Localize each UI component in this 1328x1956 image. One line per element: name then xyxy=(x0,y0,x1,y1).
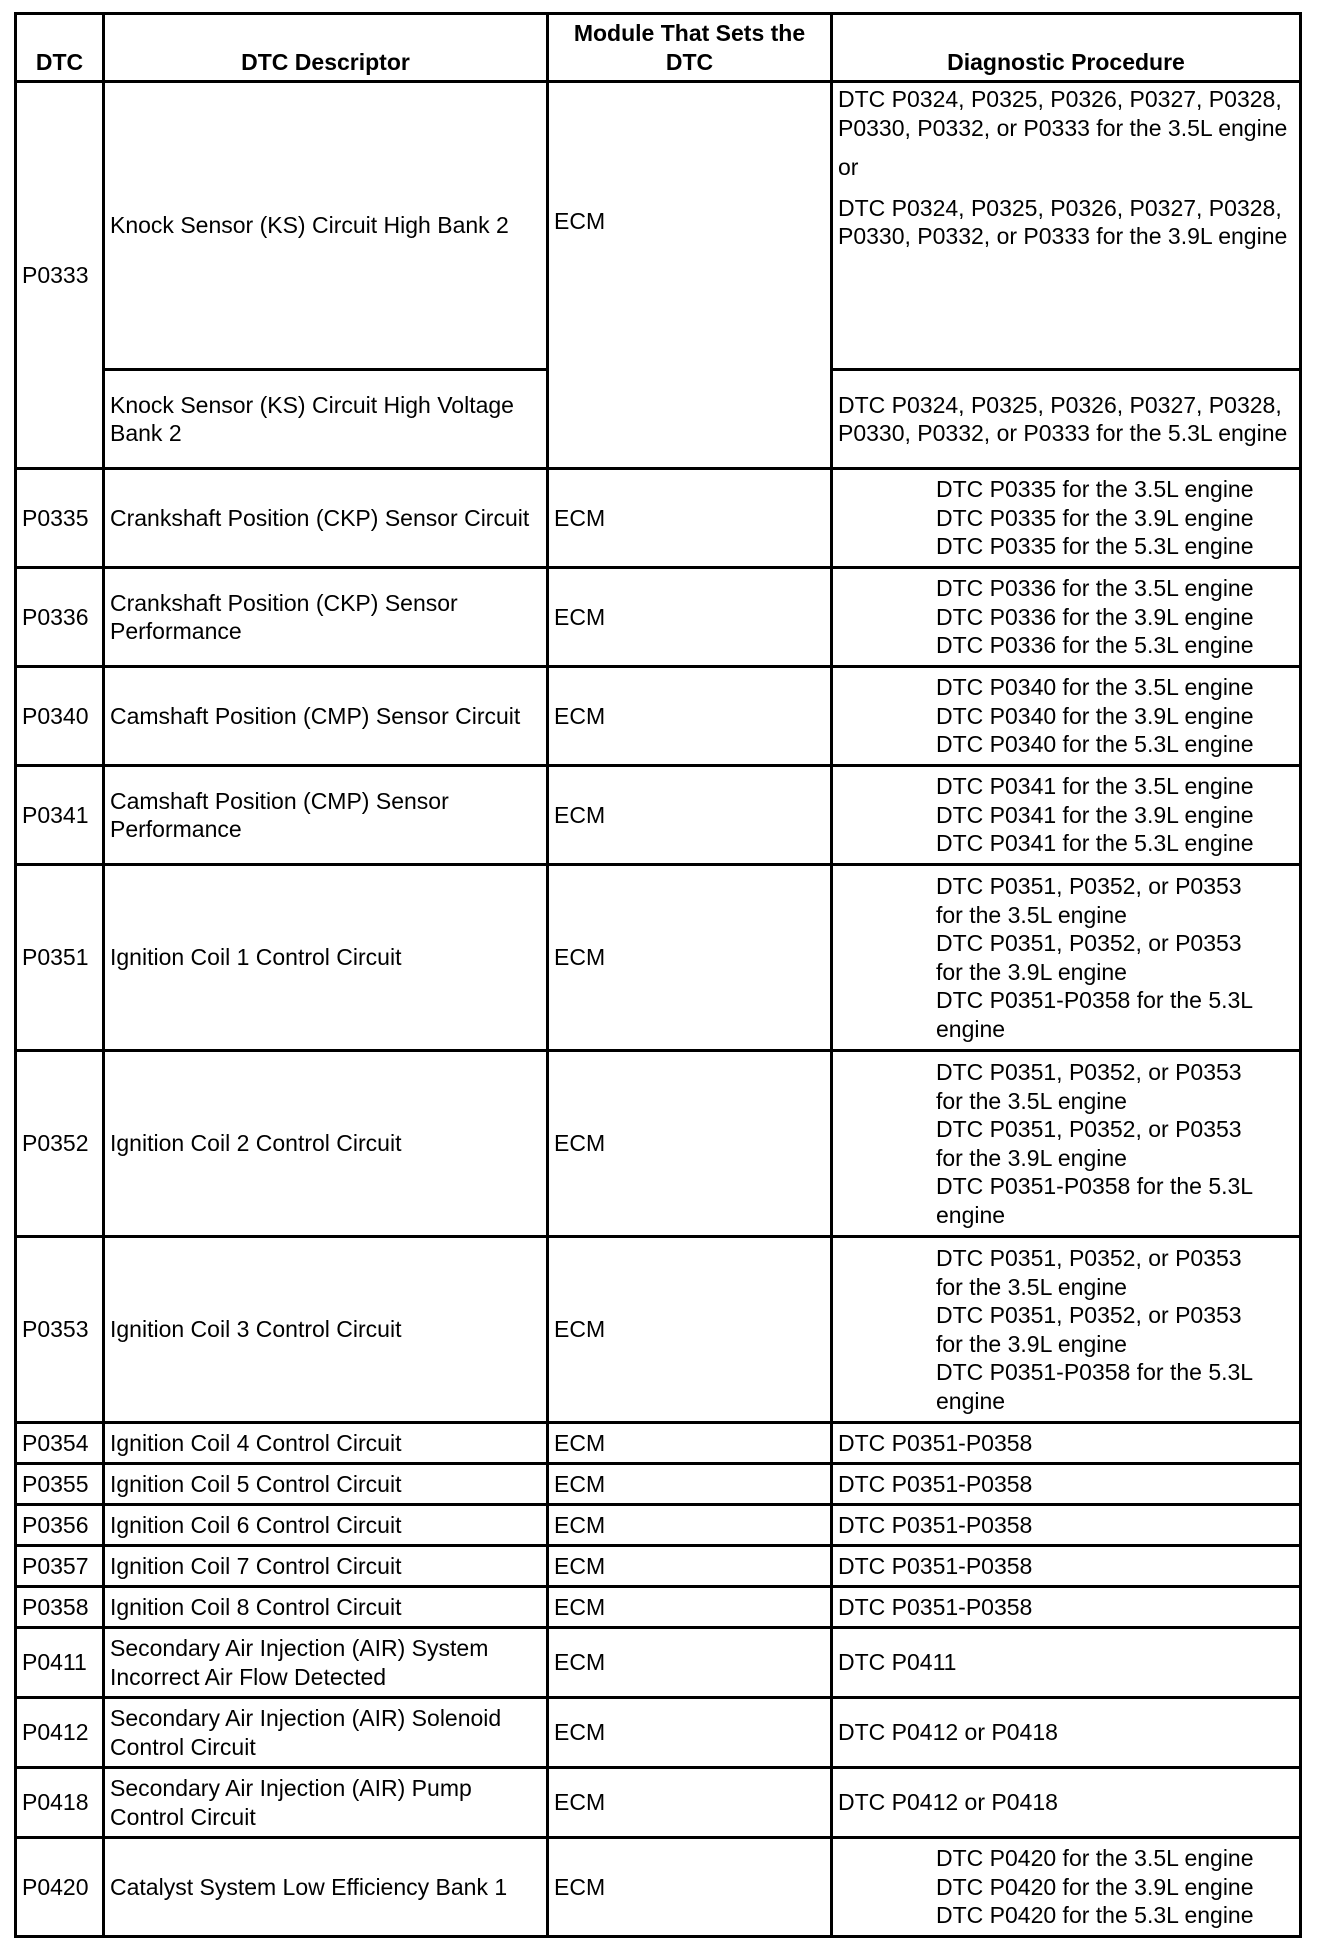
header-procedure: Diagnostic Procedure xyxy=(832,14,1301,82)
table-row xyxy=(16,1051,1301,1237)
procedure-line: DTC P0341 for the 3.9L engine xyxy=(936,801,1254,828)
table-row xyxy=(16,82,1301,370)
diagnostic-procedure: DTC P0412 or P0418 xyxy=(832,1768,1301,1838)
header-descriptor: DTC Descriptor xyxy=(104,14,548,82)
module-name: ECM xyxy=(548,1587,832,1628)
diagnostic-procedure: DTC P0351-P0358 xyxy=(832,1587,1301,1628)
dtc-code: P0420 xyxy=(16,1838,104,1937)
dtc-table xyxy=(14,12,1302,1938)
diagnostic-procedure: DTC P0412 or P0418 xyxy=(832,1698,1301,1768)
procedure-line: DTC P0351-P0358 for the 5.3L xyxy=(936,1173,1254,1199)
table-row xyxy=(16,1237,1301,1423)
module-name: ECM xyxy=(548,1628,832,1698)
module-name: ECM xyxy=(548,865,832,1051)
module-name: ECM xyxy=(548,568,832,667)
module-name: ECM xyxy=(548,1546,832,1587)
diagnostic-procedure: DTC P0411 xyxy=(832,1628,1301,1698)
table-row xyxy=(16,1423,1301,1464)
diagnostic-procedure xyxy=(832,82,1301,370)
table-row xyxy=(16,1464,1301,1505)
table-row xyxy=(16,469,1301,568)
diagnostic-procedure xyxy=(832,766,1301,865)
table-row xyxy=(16,568,1301,667)
procedure-line: DTC P0336 for the 3.9L engine xyxy=(936,603,1254,630)
dtc-descriptor: Knock Sensor (KS) Circuit High Bank 2 xyxy=(104,82,548,370)
dtc-descriptor: Crankshaft Position (CKP) Sensor Performance xyxy=(104,568,548,667)
procedure-lines xyxy=(838,872,1294,1043)
module-name: ECM xyxy=(548,1237,832,1423)
table-row xyxy=(16,865,1301,1051)
procedure-line: DTC P0335 for the 5.3L engine xyxy=(936,533,1254,560)
dtc-code: P0354 xyxy=(16,1423,104,1464)
dtc-code: P0418 xyxy=(16,1768,104,1838)
header-row xyxy=(16,14,1301,82)
procedure-line: for the 3.5L engine xyxy=(936,1087,1127,1114)
table-row xyxy=(16,766,1301,865)
procedure-line: DTC P0351, P0352, or P0353 xyxy=(936,1245,1242,1271)
dtc-code: P0412 xyxy=(16,1698,104,1768)
dtc-descriptor: Secondary Air Injection (AIR) Solenoid Control Circuit xyxy=(104,1698,548,1768)
dtc-descriptor: Secondary Air Injection (AIR) System Incorrect Air Flow Detected xyxy=(104,1628,548,1698)
dtc-code: P0341 xyxy=(16,766,104,865)
module-name: ECM xyxy=(548,82,832,469)
procedure-line: for the 3.5L engine xyxy=(936,901,1127,928)
diagnostic-procedure: DTC P0351-P0358 xyxy=(832,1423,1301,1464)
module-name: ECM xyxy=(548,1051,832,1237)
procedure-lines xyxy=(838,574,1294,660)
procedure-text: or xyxy=(838,154,859,180)
procedure-line: DTC P0351, P0352, or P0353 xyxy=(936,1116,1242,1142)
procedure-line: DTC P0351, P0352, or P0353 xyxy=(936,1302,1242,1328)
module-name: ECM xyxy=(548,469,832,568)
dtc-descriptor: Camshaft Position (CMP) Sensor Performance xyxy=(104,766,548,865)
table-row xyxy=(16,1505,1301,1546)
dtc-code: P0351 xyxy=(16,865,104,1051)
table-row xyxy=(16,1546,1301,1587)
procedure-line: DTC P0335 for the 3.5L engine xyxy=(936,476,1254,503)
dtc-code: P0353 xyxy=(16,1237,104,1423)
diagnostic-procedure xyxy=(832,865,1301,1051)
dtc-code: P0411 xyxy=(16,1628,104,1698)
procedure-line: for the 3.9L engine xyxy=(936,1330,1127,1357)
dtc-descriptor: Knock Sensor (KS) Circuit High Voltage Bank 2 xyxy=(104,370,548,469)
dtc-descriptor: Ignition Coil 5 Control Circuit xyxy=(104,1464,548,1505)
dtc-code: P0335 xyxy=(16,469,104,568)
module-name: ECM xyxy=(548,1505,832,1546)
procedure-line: for the 3.9L engine xyxy=(936,958,1127,985)
dtc-code: P0358 xyxy=(16,1587,104,1628)
module-name: ECM xyxy=(548,1838,832,1937)
module-name: ECM xyxy=(548,667,832,766)
module-name: ECM xyxy=(548,766,832,865)
procedure-line: DTC P0351, P0352, or P0353 xyxy=(936,1059,1242,1085)
procedure-lines xyxy=(838,1844,1294,1930)
dtc-descriptor: Ignition Coil 4 Control Circuit xyxy=(104,1423,548,1464)
dtc-descriptor: Ignition Coil 2 Control Circuit xyxy=(104,1051,548,1237)
procedure-text: DTC P0324, P0325, P0326, P0327, P0328, P0330, P0332, or P0333 for the 3.5L engine xyxy=(838,86,1288,141)
dtc-code: P0336 xyxy=(16,568,104,667)
procedure-line: engine xyxy=(936,1387,1006,1414)
procedure-lines xyxy=(838,1244,1294,1415)
procedure-line: DTC P0340 for the 3.9L engine xyxy=(936,702,1254,729)
procedure-text: DTC P0324, P0325, P0326, P0327, P0328, P0330, P0332, or P0333 for the 3.9L engine xyxy=(838,194,1288,249)
diagnostic-procedure xyxy=(832,1237,1301,1423)
module-name: ECM xyxy=(548,1698,832,1768)
table-row xyxy=(16,1838,1301,1937)
dtc-descriptor: Ignition Coil 8 Control Circuit xyxy=(104,1587,548,1628)
table-row xyxy=(16,1698,1301,1768)
dtc-code: P0357 xyxy=(16,1546,104,1587)
diagnostic-procedure xyxy=(832,1051,1301,1237)
dtc-descriptor: Crankshaft Position (CKP) Sensor Circuit xyxy=(104,469,548,568)
procedure-line: engine xyxy=(936,1201,1006,1228)
procedure-line: DTC P0420 for the 3.5L engine xyxy=(936,1845,1254,1872)
diagnostic-procedure xyxy=(832,469,1301,568)
dtc-descriptor: Catalyst System Low Efficiency Bank 1 xyxy=(104,1838,548,1937)
procedure-line: for the 3.5L engine xyxy=(936,1273,1127,1300)
procedure-line: DTC P0336 for the 3.5L engine xyxy=(936,575,1254,602)
procedure-line: DTC P0335 for the 3.9L engine xyxy=(936,504,1254,531)
dtc-descriptor: Ignition Coil 6 Control Circuit xyxy=(104,1505,548,1546)
dtc-descriptor: Ignition Coil 7 Control Circuit xyxy=(104,1546,548,1587)
table-row xyxy=(16,667,1301,766)
dtc-code: P0333 xyxy=(16,82,104,469)
dtc-code: P0356 xyxy=(16,1505,104,1546)
procedure-line: DTC P0340 for the 3.5L engine xyxy=(936,674,1254,701)
header-module: Module That Sets the DTC xyxy=(548,14,832,82)
procedure-line: DTC P0351-P0358 for the 5.3L xyxy=(936,1359,1254,1385)
module-name: ECM xyxy=(548,1768,832,1838)
dtc-code: P0340 xyxy=(16,667,104,766)
diagnostic-procedure: DTC P0351-P0358 xyxy=(832,1464,1301,1505)
procedure-line: DTC P0351, P0352, or P0353 xyxy=(936,930,1242,956)
table-row xyxy=(16,1628,1301,1698)
diagnostic-procedure xyxy=(832,1838,1301,1937)
procedure-line: DTC P0351-P0358 for the 5.3L xyxy=(936,987,1254,1013)
diagnostic-procedure: DTC P0351-P0358 xyxy=(832,1546,1301,1587)
module-name: ECM xyxy=(548,1464,832,1505)
procedure-line: DTC P0340 for the 5.3L engine xyxy=(936,731,1254,758)
procedure-lines xyxy=(838,772,1294,858)
procedure-line: DTC P0336 for the 5.3L engine xyxy=(936,632,1254,659)
diagnostic-procedure xyxy=(832,568,1301,667)
procedure-line: DTC P0341 for the 5.3L engine xyxy=(936,830,1254,857)
procedure-lines xyxy=(838,673,1294,759)
dtc-descriptor: Ignition Coil 3 Control Circuit xyxy=(104,1237,548,1423)
dtc-descriptor: Secondary Air Injection (AIR) Pump Control Circuit xyxy=(104,1768,548,1838)
procedure-line: DTC P0420 for the 5.3L engine xyxy=(936,1902,1254,1929)
dtc-code: P0355 xyxy=(16,1464,104,1505)
diagnostic-procedure xyxy=(832,667,1301,766)
procedure-line: DTC P0351, P0352, or P0353 xyxy=(936,873,1242,899)
diagnostic-procedure: DTC P0351-P0358 xyxy=(832,1505,1301,1546)
procedure-line: engine xyxy=(936,1015,1006,1042)
diagnostic-procedure: DTC P0324, P0325, P0326, P0327, P0328, P0330, P0332, or P0333 for the 5.3L engine xyxy=(832,370,1301,469)
procedure-line: for the 3.9L engine xyxy=(936,1144,1127,1171)
module-name: ECM xyxy=(548,1423,832,1464)
dtc-descriptor: Ignition Coil 1 Control Circuit xyxy=(104,865,548,1051)
procedure-line: DTC P0341 for the 3.5L engine xyxy=(936,773,1254,800)
procedure-lines xyxy=(838,1058,1294,1229)
procedure-lines xyxy=(838,475,1294,561)
header-dtc: DTC xyxy=(16,14,104,82)
dtc-descriptor: Camshaft Position (CMP) Sensor Circuit xyxy=(104,667,548,766)
dtc-code: P0352 xyxy=(16,1051,104,1237)
procedure-line: DTC P0420 for the 3.9L engine xyxy=(936,1873,1254,1900)
table-row xyxy=(16,1768,1301,1838)
table-row xyxy=(16,1587,1301,1628)
